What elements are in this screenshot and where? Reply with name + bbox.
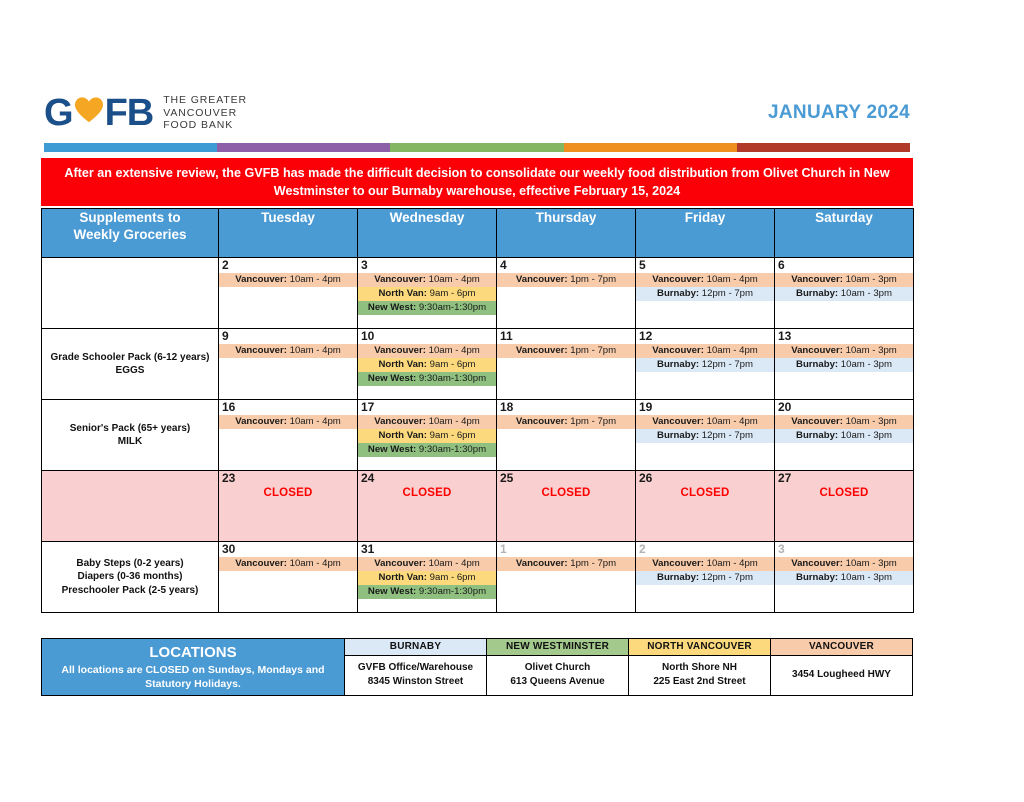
day-number: 3 bbox=[778, 542, 785, 556]
supplement-cell bbox=[42, 258, 219, 329]
slot-time: 9am - 6pm bbox=[426, 359, 476, 370]
distribution-slot-vancouver bbox=[358, 557, 496, 571]
day-number: 16 bbox=[222, 400, 236, 414]
slot-location: Burnaby: bbox=[796, 359, 839, 370]
day-slot-list bbox=[636, 542, 774, 585]
day-number: 24 bbox=[361, 471, 375, 485]
day-number: 12 bbox=[639, 329, 653, 343]
address-line: 225 East 2nd Street bbox=[653, 676, 746, 688]
logo-tagline-line-1: THE GREATER bbox=[163, 94, 248, 107]
slot-location: Burnaby: bbox=[657, 430, 700, 441]
distribution-slot-vancouver bbox=[775, 557, 913, 571]
closed-label: CLOSED bbox=[680, 487, 730, 499]
slot-time: 10am - 4pm bbox=[425, 274, 480, 285]
distribution-slot-newwest bbox=[358, 372, 496, 386]
day-number: 2 bbox=[639, 542, 646, 556]
slot-location: Burnaby: bbox=[796, 288, 839, 299]
supplement-cell bbox=[42, 400, 219, 471]
calendar-header-row bbox=[42, 209, 914, 258]
logo-letter-g: G bbox=[44, 92, 73, 134]
day-slot-list bbox=[219, 542, 357, 571]
day-number: 13 bbox=[778, 329, 792, 343]
calendar-day-cell[interactable] bbox=[636, 329, 775, 400]
slot-location: Burnaby: bbox=[657, 572, 700, 583]
slot-location: Vancouver: bbox=[791, 558, 843, 569]
calendar-body bbox=[42, 258, 914, 613]
logo-letters-fb: FB bbox=[104, 92, 154, 134]
color-bar-segment-3 bbox=[390, 143, 563, 152]
slot-time: 9:30am-1:30pm bbox=[416, 444, 487, 455]
distribution-slot-vancouver bbox=[497, 557, 635, 571]
slot-time: 10am - 3pm bbox=[838, 288, 892, 299]
slot-time: 10am - 3pm bbox=[838, 430, 892, 441]
calendar-day-cell[interactable] bbox=[219, 329, 358, 400]
slot-time: 9am - 6pm bbox=[426, 572, 476, 583]
day-slot-list bbox=[497, 258, 635, 287]
slot-location: Vancouver: bbox=[235, 345, 287, 356]
day-number: 23 bbox=[222, 471, 236, 485]
calendar-table bbox=[41, 208, 914, 613]
day-slot-list bbox=[358, 542, 496, 599]
distribution-slot-vancouver bbox=[219, 273, 357, 287]
day-slot-list bbox=[497, 400, 635, 429]
slot-time: 10am - 4pm bbox=[703, 274, 758, 285]
address-line: North Shore NH bbox=[662, 662, 737, 674]
slot-time: 10am - 4pm bbox=[286, 274, 341, 285]
calendar-week-row bbox=[42, 329, 914, 400]
distribution-slot-burnaby bbox=[775, 429, 913, 443]
day-number: 5 bbox=[639, 258, 646, 272]
slot-location: North Van: bbox=[378, 359, 427, 370]
supplements-header-line-2: Weekly Groceries bbox=[73, 227, 187, 242]
distribution-slot-burnaby bbox=[636, 287, 774, 301]
slot-time: 9:30am-1:30pm bbox=[416, 373, 487, 384]
day-slot-list bbox=[219, 329, 357, 358]
distribution-slot-vancouver bbox=[636, 557, 774, 571]
slot-location: Burnaby: bbox=[657, 288, 700, 299]
distribution-slot-northvan bbox=[358, 571, 496, 585]
slot-location: Vancouver: bbox=[791, 416, 843, 427]
slot-location: Vancouver: bbox=[515, 345, 568, 356]
day-slot-list bbox=[497, 329, 635, 358]
slot-time: 12pm - 7pm bbox=[699, 288, 753, 299]
distribution-slot-burnaby bbox=[775, 571, 913, 585]
location-address-burnaby bbox=[345, 655, 487, 695]
slot-time: 12pm - 7pm bbox=[699, 430, 753, 441]
distribution-slot-northvan bbox=[358, 287, 496, 301]
supplement-line: Grade Schooler Pack (6-12 years) bbox=[50, 351, 210, 363]
slot-location: Vancouver: bbox=[515, 416, 568, 427]
slot-location: Vancouver: bbox=[235, 558, 287, 569]
slot-location: Vancouver: bbox=[791, 274, 843, 285]
location-address-vancouver bbox=[771, 655, 913, 695]
day-number: 18 bbox=[500, 400, 514, 414]
supplements-header-line-1: Supplements to bbox=[79, 210, 181, 225]
slot-time: 1pm - 7pm bbox=[567, 274, 617, 285]
location-header-burnaby: BURNABY bbox=[345, 639, 487, 656]
slot-location: Burnaby: bbox=[796, 430, 839, 441]
supplement-line: MILK bbox=[117, 436, 143, 447]
slot-location: Vancouver: bbox=[652, 558, 704, 569]
calendar-day-cell[interactable] bbox=[497, 400, 636, 471]
day-number: 9 bbox=[222, 329, 229, 343]
calendar-day-cell[interactable] bbox=[775, 471, 914, 542]
day-slot-list bbox=[775, 400, 913, 443]
distribution-slot-burnaby bbox=[636, 358, 774, 372]
location-address-new-westminster bbox=[487, 655, 629, 695]
calendar-day-cell[interactable] bbox=[636, 400, 775, 471]
slot-location: North Van: bbox=[378, 572, 427, 583]
slot-location: Vancouver: bbox=[652, 274, 704, 285]
distribution-slot-burnaby bbox=[636, 571, 774, 585]
slot-time: 9:30am-1:30pm bbox=[416, 586, 487, 597]
day-number: 6 bbox=[778, 258, 785, 272]
slot-time: 1pm - 7pm bbox=[567, 416, 617, 427]
day-number: 11 bbox=[500, 329, 513, 343]
closed-label: CLOSED bbox=[402, 487, 452, 499]
slot-location: Vancouver: bbox=[374, 345, 426, 356]
address-line: 613 Queens Avenue bbox=[510, 676, 605, 688]
color-bar-segment-2 bbox=[217, 143, 390, 152]
day-slot-list bbox=[358, 329, 496, 386]
day-number: 2 bbox=[222, 258, 229, 272]
distribution-slot-vancouver bbox=[636, 273, 774, 287]
day-number: 27 bbox=[778, 471, 792, 485]
distribution-slot-burnaby bbox=[636, 429, 774, 443]
slot-time: 10am - 3pm bbox=[842, 274, 897, 285]
logo-tagline bbox=[161, 94, 247, 132]
slot-location: Vancouver: bbox=[374, 274, 426, 285]
slot-location: New West: bbox=[367, 444, 417, 455]
closed-label: CLOSED bbox=[541, 487, 591, 499]
supplement-line: Preschooler Pack (2-5 years) bbox=[61, 584, 199, 596]
day-slot-list bbox=[497, 542, 635, 571]
supplement-line: Baby Steps (0-2 years) bbox=[76, 557, 184, 569]
calendar-day-cell[interactable] bbox=[636, 471, 775, 542]
day-number: 17 bbox=[361, 400, 375, 414]
slot-location: New West: bbox=[367, 586, 417, 597]
slot-location: Vancouver: bbox=[652, 416, 704, 427]
slot-time: 10am - 4pm bbox=[703, 558, 758, 569]
address-line: 3454 Lougheed HWY bbox=[792, 669, 891, 681]
slot-time: 10am - 4pm bbox=[703, 345, 758, 356]
locations-info-block bbox=[42, 639, 345, 696]
slot-time: 9am - 6pm bbox=[426, 430, 476, 441]
logo-tagline-line-3: FOOD BANK bbox=[163, 119, 234, 132]
calendar-day-cell[interactable] bbox=[358, 329, 497, 400]
day-number: 31 bbox=[361, 542, 375, 556]
slot-time: 10am - 3pm bbox=[838, 572, 892, 583]
distribution-slot-vancouver bbox=[219, 557, 357, 571]
slot-time: 10am - 4pm bbox=[286, 416, 341, 427]
gvfb-logo bbox=[44, 94, 247, 132]
slot-time: 10am - 4pm bbox=[286, 558, 341, 569]
slot-time: 10am - 4pm bbox=[703, 416, 758, 427]
distribution-slot-northvan bbox=[358, 429, 496, 443]
column-header-friday: Friday bbox=[636, 209, 775, 258]
column-header-thursday: Thursday bbox=[497, 209, 636, 258]
slot-time: 1pm - 7pm bbox=[567, 345, 617, 356]
day-slot-list bbox=[219, 258, 357, 287]
distribution-slot-vancouver bbox=[358, 415, 496, 429]
month-title: JANUARY 2024 bbox=[768, 102, 910, 123]
slot-time: 10am - 3pm bbox=[838, 359, 892, 370]
slot-time: 12pm - 7pm bbox=[699, 572, 753, 583]
calendar-day-cell[interactable] bbox=[497, 329, 636, 400]
day-slot-list bbox=[358, 400, 496, 457]
slot-location: Vancouver: bbox=[235, 274, 287, 285]
day-slot-list bbox=[775, 258, 913, 301]
calendar-day-cell[interactable] bbox=[636, 542, 775, 613]
day-number: 19 bbox=[639, 400, 653, 414]
heart-icon bbox=[74, 95, 104, 133]
slot-location: Burnaby: bbox=[796, 572, 839, 583]
calendar-day-cell[interactable] bbox=[775, 329, 914, 400]
day-number: 25 bbox=[500, 471, 514, 485]
column-header-saturday: Saturday bbox=[775, 209, 914, 258]
supplement-cell bbox=[42, 542, 219, 613]
distribution-slot-vancouver bbox=[636, 415, 774, 429]
column-header-tuesday: Tuesday bbox=[219, 209, 358, 258]
notice-banner: After an extensive review, the GVFB has made the difficult decision to consolidate our weekly food distribution from Olivet Church in New Westminster to our Burnaby warehouse, effective February 15, 2024 bbox=[41, 158, 913, 206]
day-number: 10 bbox=[361, 329, 375, 343]
slot-time: 10am - 4pm bbox=[286, 345, 341, 356]
slot-time: 1pm - 7pm bbox=[567, 558, 617, 569]
address-line: 8345 Winston Street bbox=[367, 676, 464, 688]
slot-time: 9:30am-1:30pm bbox=[416, 302, 487, 313]
supplement-line: Senior's Pack (65+ years) bbox=[69, 422, 191, 434]
location-header-new-westminster: NEW WESTMINSTER bbox=[487, 639, 629, 656]
calendar-day-cell[interactable] bbox=[497, 471, 636, 542]
slot-location: Vancouver: bbox=[235, 416, 287, 427]
distribution-slot-newwest bbox=[358, 301, 496, 315]
slot-location: North Van: bbox=[378, 430, 427, 441]
calendar-week-row bbox=[42, 542, 914, 613]
slot-time: 10am - 4pm bbox=[425, 558, 480, 569]
closed-label: CLOSED bbox=[263, 487, 313, 499]
calendar-day-cell[interactable] bbox=[358, 400, 497, 471]
calendar-day-cell[interactable] bbox=[219, 542, 358, 613]
slot-location: New West: bbox=[367, 302, 417, 313]
slot-location: North Van: bbox=[378, 288, 427, 299]
day-number: 30 bbox=[222, 542, 236, 556]
distribution-slot-vancouver bbox=[219, 415, 357, 429]
slot-time: 10am - 3pm bbox=[842, 416, 897, 427]
calendar-day-cell[interactable] bbox=[358, 471, 497, 542]
distribution-slot-burnaby bbox=[775, 287, 913, 301]
distribution-slot-newwest bbox=[358, 443, 496, 457]
calendar-day-cell[interactable] bbox=[358, 258, 497, 329]
day-slot-list bbox=[775, 329, 913, 372]
slot-time: 10am - 3pm bbox=[842, 558, 897, 569]
slot-location: Burnaby: bbox=[657, 359, 700, 370]
slot-location: Vancouver: bbox=[374, 416, 426, 427]
distribution-slot-vancouver bbox=[497, 344, 635, 358]
distribution-slot-vancouver bbox=[219, 344, 357, 358]
distribution-slot-vancouver bbox=[636, 344, 774, 358]
column-header-supplements bbox=[42, 209, 219, 258]
distribution-slot-vancouver bbox=[497, 273, 635, 287]
color-bar-segment-5 bbox=[737, 143, 910, 152]
day-number: 1 bbox=[500, 542, 507, 556]
calendar-day-cell[interactable] bbox=[358, 542, 497, 613]
brand-color-bar bbox=[44, 143, 910, 152]
slot-location: Vancouver: bbox=[374, 558, 426, 569]
distribution-slot-burnaby bbox=[775, 358, 913, 372]
color-bar-segment-4 bbox=[564, 143, 737, 152]
locations-note: All locations are CLOSED on Sundays, Mondays and Statutory Holidays. bbox=[61, 664, 325, 690]
day-number: 20 bbox=[778, 400, 792, 414]
slot-location: Vancouver: bbox=[515, 558, 568, 569]
calendar-day-cell[interactable] bbox=[497, 258, 636, 329]
day-slot-list bbox=[219, 400, 357, 429]
day-number: 3 bbox=[361, 258, 368, 272]
logo-wordmark bbox=[44, 94, 153, 132]
slot-time: 12pm - 7pm bbox=[699, 359, 753, 370]
distribution-slot-vancouver bbox=[358, 273, 496, 287]
slot-location: New West: bbox=[367, 373, 417, 384]
logo-tagline-line-2: VANCOUVER bbox=[163, 106, 238, 119]
calendar-day-cell[interactable] bbox=[219, 400, 358, 471]
calendar-day-cell[interactable] bbox=[636, 258, 775, 329]
location-address-north-vancouver bbox=[629, 655, 771, 695]
distribution-slot-vancouver bbox=[497, 415, 635, 429]
calendar-day-cell[interactable] bbox=[775, 258, 914, 329]
distribution-slot-vancouver bbox=[358, 344, 496, 358]
slot-time: 10am - 4pm bbox=[425, 416, 480, 427]
slot-time: 9am - 6pm bbox=[426, 288, 476, 299]
supplement-line: Diapers (0-36 months) bbox=[77, 571, 183, 583]
calendar-week-row bbox=[42, 258, 914, 329]
distribution-slot-northvan bbox=[358, 358, 496, 372]
locations-table bbox=[41, 638, 913, 696]
slot-location: Vancouver: bbox=[652, 345, 704, 356]
calendar-day-cell[interactable] bbox=[775, 542, 914, 613]
address-line: GVFB Office/Warehouse bbox=[357, 662, 474, 674]
slot-location: Vancouver: bbox=[515, 274, 568, 285]
locations-title: LOCATIONS bbox=[149, 644, 237, 661]
location-header-north-vancouver: NORTH VANCOUVER bbox=[629, 639, 771, 656]
calendar-day-cell[interactable] bbox=[497, 542, 636, 613]
closed-label: CLOSED bbox=[819, 487, 869, 499]
distribution-slot-vancouver bbox=[775, 415, 913, 429]
page-header bbox=[44, 88, 910, 138]
slot-time: 10am - 3pm bbox=[842, 345, 897, 356]
calendar-day-cell[interactable] bbox=[219, 258, 358, 329]
location-header-vancouver: VANCOUVER bbox=[771, 639, 913, 656]
slot-time: 10am - 4pm bbox=[425, 345, 480, 356]
calendar-week-row bbox=[42, 471, 914, 542]
address-line: Olivet Church bbox=[524, 662, 591, 674]
day-slot-list bbox=[775, 542, 913, 585]
supplement-line: EGGS bbox=[115, 365, 145, 376]
column-header-wednesday: Wednesday bbox=[358, 209, 497, 258]
day-number: 4 bbox=[500, 258, 507, 272]
calendar-week-row bbox=[42, 400, 914, 471]
day-slot-list bbox=[636, 329, 774, 372]
calendar-day-cell[interactable] bbox=[219, 471, 358, 542]
calendar-day-cell[interactable] bbox=[775, 400, 914, 471]
color-bar-segment-1 bbox=[44, 143, 217, 152]
distribution-slot-vancouver bbox=[775, 273, 913, 287]
supplement-cell bbox=[42, 471, 219, 542]
day-slot-list bbox=[636, 400, 774, 443]
day-slot-list bbox=[358, 258, 496, 315]
distribution-slot-newwest bbox=[358, 585, 496, 599]
slot-location: Vancouver: bbox=[791, 345, 843, 356]
supplement-cell bbox=[42, 329, 219, 400]
day-number: 26 bbox=[639, 471, 653, 485]
distribution-slot-vancouver bbox=[775, 344, 913, 358]
day-slot-list bbox=[636, 258, 774, 301]
